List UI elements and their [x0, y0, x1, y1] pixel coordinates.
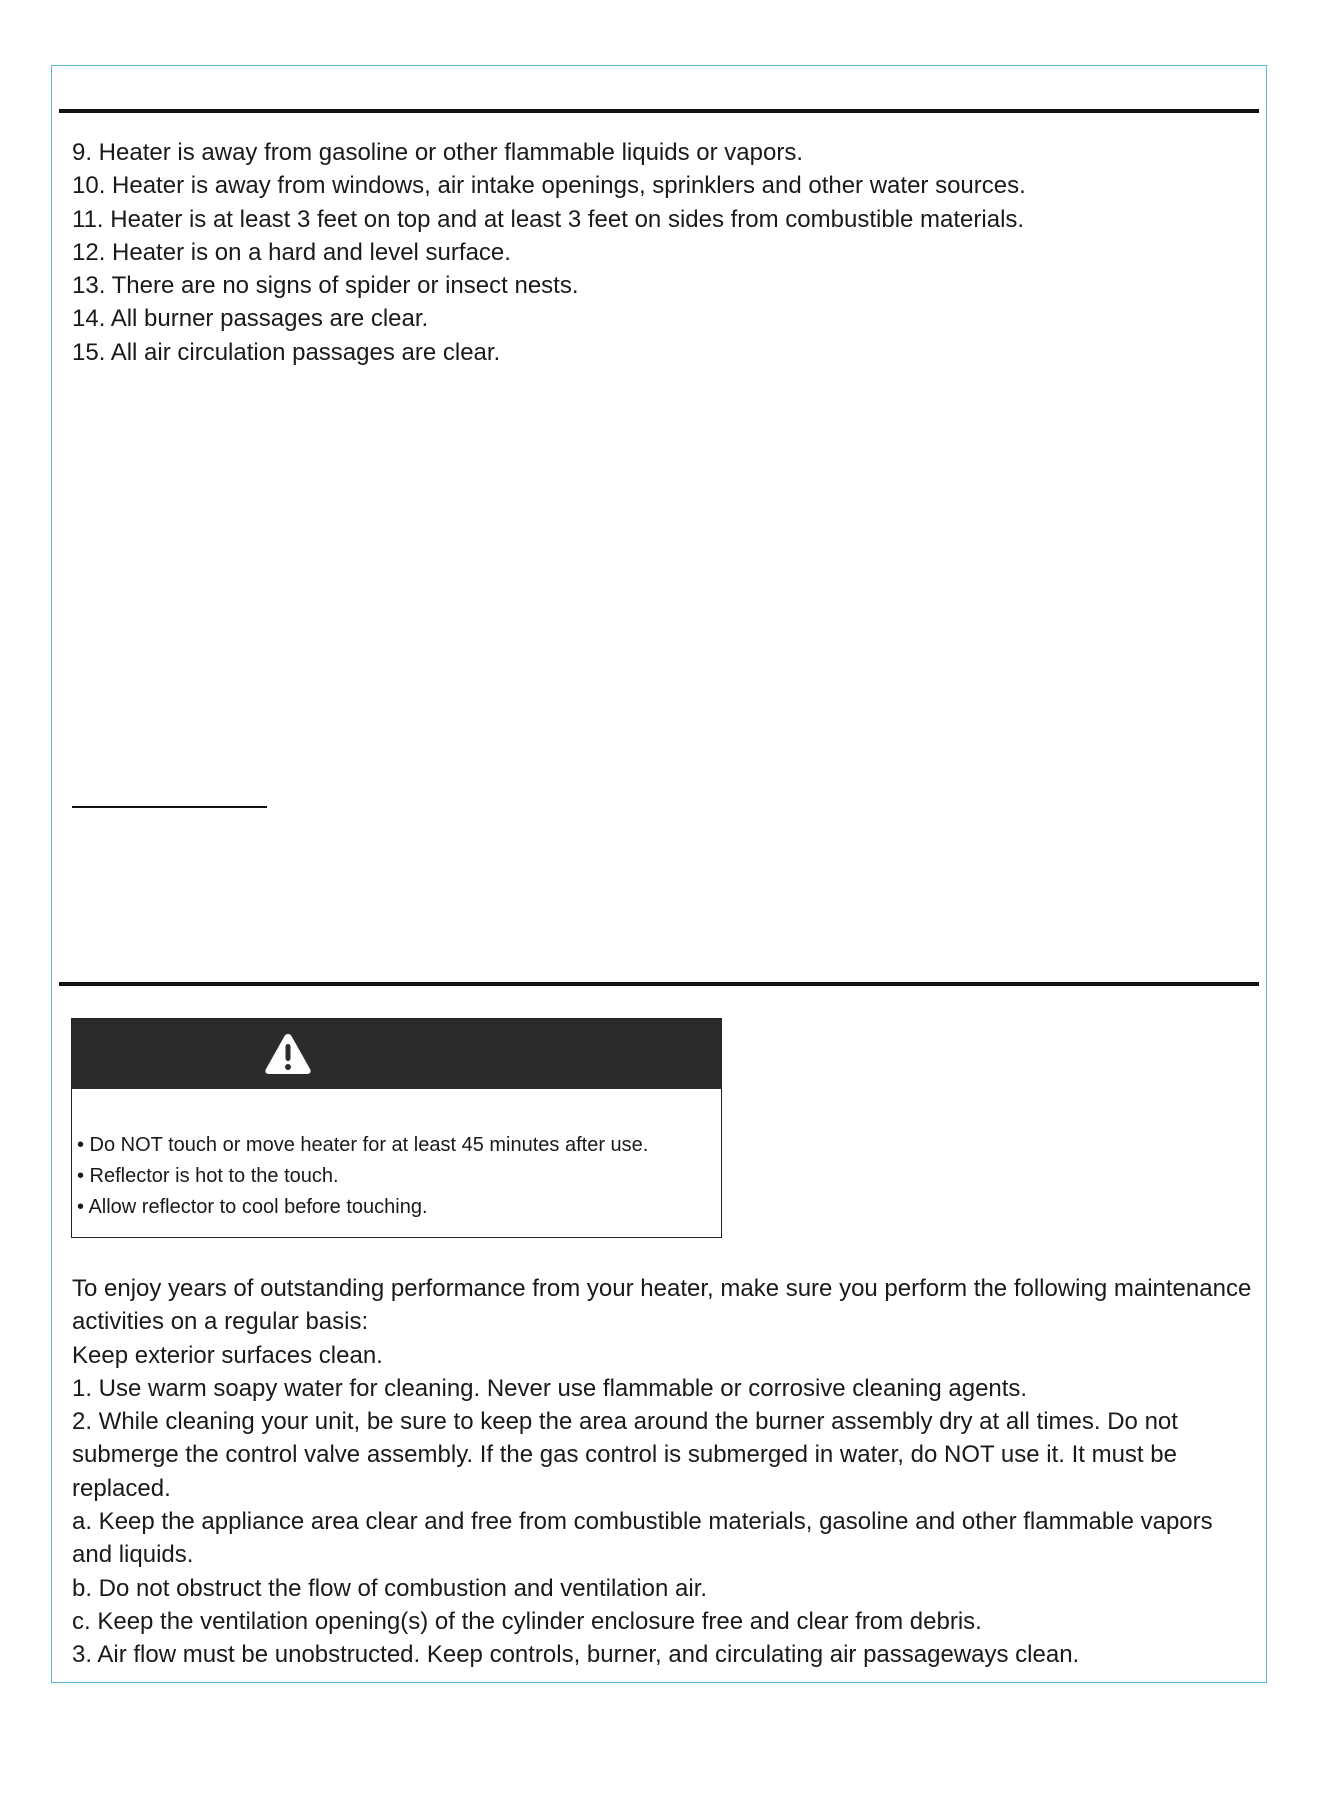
- maintenance-paragraph: a. Keep the appliance area clear and free from combustible materials, gasoline and other flammable vapors and liquids.: [72, 1508, 1213, 1569]
- maintenance-paragraph: c. Keep the ventilation opening(s) of the cylinder enclosure free and clear from debris.: [72, 1607, 982, 1635]
- maintenance-instructions: [72, 1272, 1252, 1672]
- checklist-item: 11. Heater is at least 3 feet on top and at least 3 feet on sides from combustible materials.: [72, 205, 1025, 233]
- maintenance-paragraph: 2. While cleaning your unit, be sure to keep the area around the burner assembly dry at all times. Do not submerge the control valve assembly. If the gas control is submerged in water, do NOT use it. It must be replaced.: [72, 1408, 1178, 1502]
- checklist-item: 14. All burner passages are clear.: [72, 305, 429, 333]
- checklist-item: 12. Heater is on a hard and level surface.: [72, 238, 511, 266]
- section-divider-top: [59, 109, 1259, 113]
- warning-item: • Reflector is hot to the touch.: [77, 1165, 339, 1187]
- warning-list: [77, 1130, 648, 1223]
- warning-item: • Do NOT touch or move heater for at least 45 minutes after use.: [77, 1134, 649, 1156]
- checklist-item: 15. All air circulation passages are clear.: [72, 338, 501, 366]
- warning-box: [71, 1018, 722, 1238]
- maintenance-paragraph: Keep exterior surfaces clean.: [72, 1341, 383, 1369]
- warning-triangle-icon: [263, 1032, 313, 1076]
- maintenance-paragraph: b. Do not obstruct the flow of combustion and ventilation air.: [72, 1574, 708, 1602]
- maintenance-paragraph: 3. Air flow must be unobstructed. Keep controls, burner, and circulating air passageways clean.: [72, 1641, 1080, 1669]
- safety-checklist: [72, 136, 1252, 369]
- warning-item: • Allow reflector to cool before touching.: [77, 1196, 428, 1218]
- checklist-item: 9. Heater is away from gasoline or other flammable liquids or vapors.: [72, 139, 803, 166]
- signature-line: [72, 806, 267, 808]
- section-divider-middle: [59, 982, 1259, 986]
- checklist-item: 13. There are no signs of spider or insect nests.: [72, 272, 579, 300]
- checklist-item: 10. Heater is away from windows, air intake openings, sprinklers and other water sources.: [72, 172, 1026, 200]
- maintenance-paragraph: 1. Use warm soapy water for cleaning. Never use flammable or corrosive cleaning agents.: [72, 1374, 1028, 1402]
- warning-header: [72, 1019, 721, 1089]
- maintenance-paragraph: To enjoy years of outstanding performance from your heater, make sure you perform the following maintenance activities on a regular basis:: [72, 1275, 1252, 1336]
